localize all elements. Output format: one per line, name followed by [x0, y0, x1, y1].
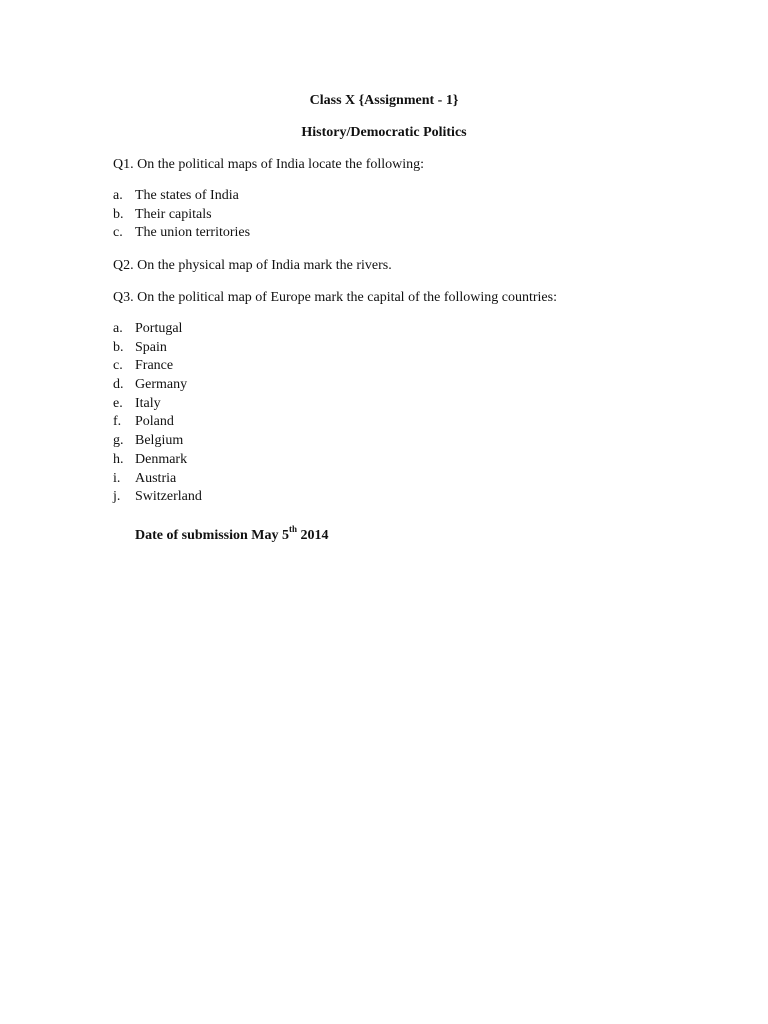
- list-marker: c.: [113, 358, 123, 374]
- list-marker: d.: [113, 377, 124, 393]
- list-marker: h.: [113, 451, 124, 467]
- submission-date-superscript: th: [289, 524, 298, 535]
- list-text: Portugal: [135, 321, 183, 336]
- list-marker: a.: [113, 188, 123, 203]
- list-marker: c.: [113, 225, 123, 241]
- list-marker: e.: [113, 395, 123, 411]
- list-marker: a.: [113, 321, 123, 336]
- list-text: The union territories: [135, 225, 251, 241]
- list-marker: i.: [113, 470, 121, 486]
- list-marker: g.: [113, 433, 124, 449]
- list-text: Italy: [135, 395, 161, 411]
- list-text: France: [135, 358, 174, 374]
- list-text: Germany: [135, 377, 188, 393]
- list-text: The states of India: [135, 188, 239, 203]
- submission-date-prefix: Date of submission May 5: [135, 528, 290, 543]
- question-1: Q1. On the political maps of India locate the following:: [113, 157, 425, 172]
- list-text: Belgium: [135, 433, 184, 449]
- question-3: Q3. On the political map of Europe mark the capital of the following countries:: [113, 290, 557, 305]
- list-text: Denmark: [135, 451, 188, 467]
- submission-date: [135, 524, 329, 545]
- list-marker: b.: [113, 339, 124, 355]
- list-marker: b.: [113, 206, 124, 222]
- document-subtitle: History/Democratic Politics: [301, 125, 467, 140]
- list-text: Switzerland: [135, 489, 202, 505]
- list-text: Spain: [135, 339, 167, 355]
- list-text: Austria: [135, 470, 177, 486]
- document-title: Class X {Assignment - 1}: [309, 93, 459, 108]
- question-2: Q2. On the physical map of India mark the rivers.: [113, 258, 392, 273]
- list-text: Their capitals: [135, 206, 212, 222]
- list-marker: j.: [113, 489, 121, 505]
- list-marker: f.: [113, 414, 122, 430]
- submission-date-year: 2014: [297, 528, 329, 543]
- list-text: Poland: [135, 414, 174, 430]
